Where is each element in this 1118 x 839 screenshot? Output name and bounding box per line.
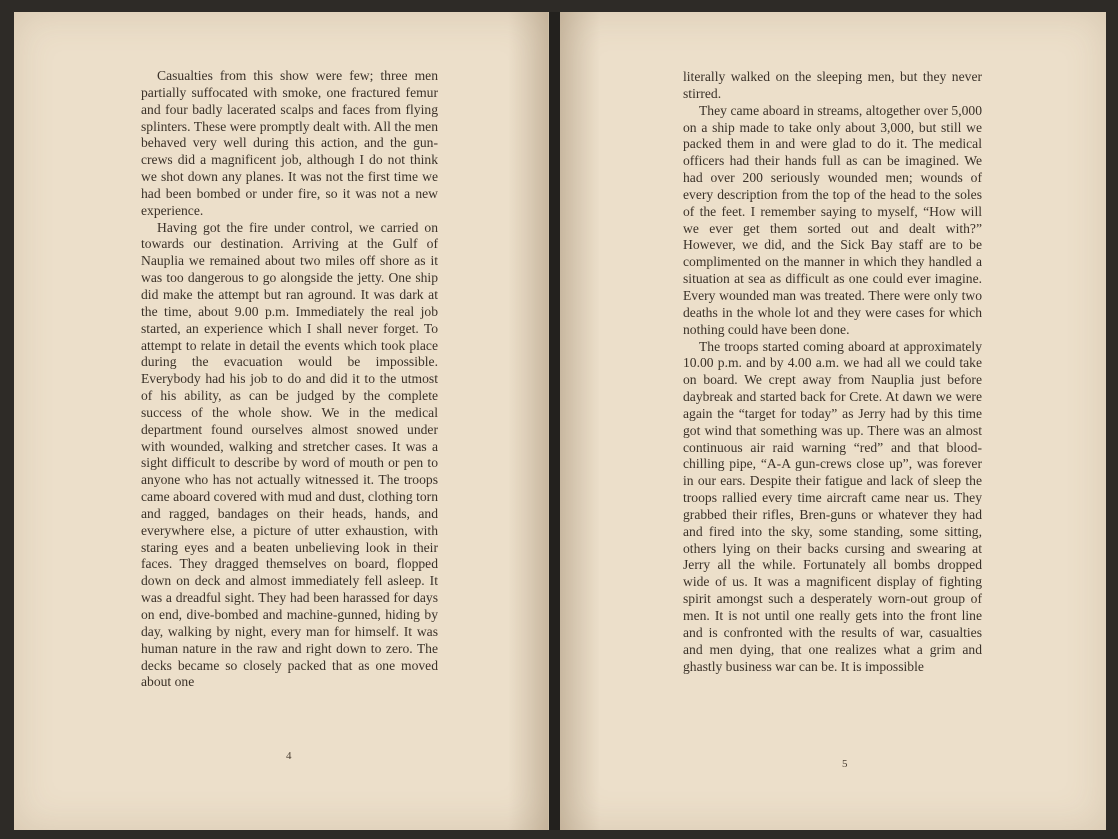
- booklet-spread: [14, 12, 1106, 830]
- paragraph: Having got the fire under control, we carried on towards our destination. Arriving at the Gulf of Nauplia we remained about two miles off shore as it was too dangerous to go alongside the jetty. One ship did make the attempt but ran aground. It was dark at the time, about 9.00 p.m. Immediately the real job started, an experience which I shall never forget. To attempt to relate in detail the events which took place during the evacuation would be impossible. Everybody had his job to do and did it to the utmost of his ability, as can be judged by the complete success of the whole show. We in the medical department found ourselves almost snowed under with wounded, walking and stretcher cases. It was a sight difficult to describe by word of mouth or pen to anyone who has not actually witnessed it. The troops came aboard covered with mud and dust, clothing torn and ragged, bandages on their heads, hands, and everywhere else, a picture of utter exhaustion, with staring eyes and a beaten unbelieving look in their faces. They dragged themselves on board, flopped down on deck and almost immediately fell asleep. It was a dreadful sight. They had been harassed for days on end, dive-bombed and machine-gunned, hiding by day, walking by night, every man for himself. It was human nature in the raw and right down to zero. The decks became so closely packed that as one moved about one: [141, 219, 438, 690]
- page-number: 4: [286, 750, 292, 762]
- right-page-text: [683, 69, 982, 675]
- gutter-shadow: [508, 12, 548, 830]
- gutter-shadow: [560, 12, 600, 830]
- left-page-text: [141, 68, 438, 691]
- paragraph: They came aboard in streams, altogether over 5,000 on a ship made to take only about 3,000, but still we packed them in and were glad to do it. The medical officers had their hands full as can be imagined. We had over 200 seriously wounded men; wounds of every description from the top of the head to the soles of the feet. I remember saying to myself, “How will we ever get them sorted out and dealt with?” However, we did, and the Sick Bay staff are to be complimented on the manner in which they handled a situation at sea as difficult as one could ever imagine. Every wounded man was treated. There were only two deaths in the whole lot and they were cases for which nothing could have been done.: [683, 102, 982, 337]
- paragraph: The troops started coming aboard at approximately 10.00 p.m. and by 4.00 a.m. we had all we could take on board. We crept away from Nauplia just before daybreak and started back for Crete. At dawn we were again the “target for today” as Jerry had by this time got wind that something was up. There was an almost continuous air raid warning “red” and that blood-chilling pipe, “A-A gun-crews close up”, was forever in our ears. Despite their fatigue and lack of sleep the troops rallied every time aircraft came near us. They grabbed their rifles, Bren-guns or whatever they had and fired into the sky, some standing, some sitting, others lying on their backs cursing and swearing at Jerry all the while. Fortunately all bombs dropped wide of us. It was a magnificent display of fighting spirit amongst such a desperately worn-out group of men. It is not until one really gets into the front line and is confronted with the results of war, casualties and men dying, that one realizes what a grim and ghastly business war can be. It is impossible: [683, 338, 982, 674]
- right-page: [560, 12, 1106, 830]
- page-number: 5: [842, 758, 848, 770]
- left-page: [14, 12, 549, 830]
- paragraph: literally walked on the sleeping men, but they never stirred.: [683, 69, 982, 101]
- paragraph: Casualties from this show were few; three men partially suffocated with smoke, one fractured femur and four badly lacerated scalps and faces from flying splinters. These were promptly dealt with. All the men behaved very well during this action, and the gun-crews did a magnificent job, although I do not think we shot down any planes. It was not the first time we had been bombed or under fire, so it was not a new experience.: [141, 68, 438, 218]
